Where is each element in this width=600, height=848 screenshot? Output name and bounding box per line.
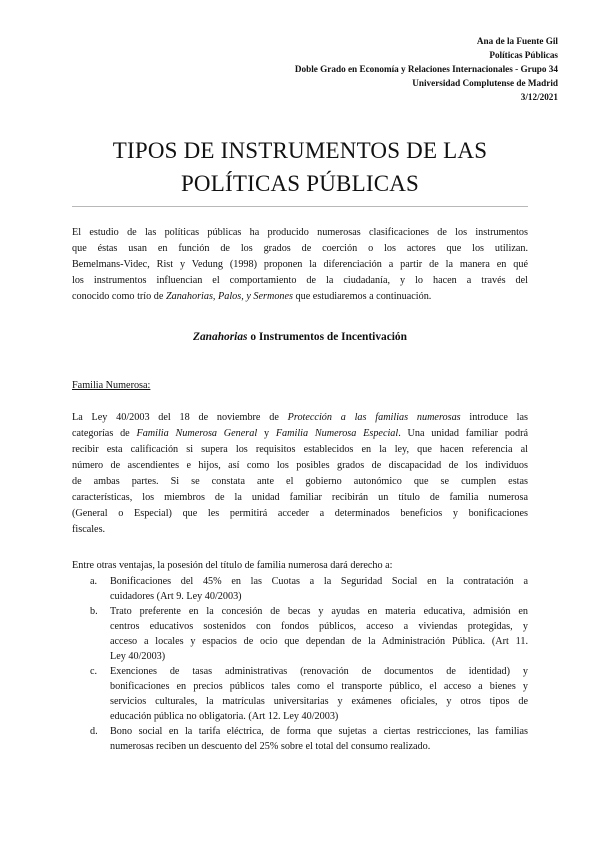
- document-date: 3/12/2021: [520, 92, 558, 102]
- list-intro: Entre otras ventajas, la posesión del título de familia numerosa dará derecho a:: [72, 560, 393, 571]
- text-line: educación pública no obligatoria. (Art 12. Ley 40/2003): [110, 711, 339, 722]
- text-run: . Una unidad familiar podrá: [398, 428, 529, 439]
- list-marker: a.: [90, 576, 98, 587]
- text-run-italic: Familia Numerosa Especial: [275, 428, 399, 439]
- heading-rest: o Instrumentos de Incentivación: [247, 331, 407, 343]
- text-line: características, los miembros de la unidad familiar recibirán un título de familia numerosa: [72, 492, 528, 503]
- text-run-italic: Protección a las familias numerosas: [287, 412, 461, 423]
- text-line: [72, 289, 528, 305]
- text-line: los instrumentos influencian el comportamiento de la ciudadanía, y lo hacen a través del: [72, 275, 528, 286]
- text-run-italic: Zanahorias, Palos, y Sermones: [165, 291, 293, 302]
- title-line-1: TIPOS DE INSTRUMENTOS DE LAS: [112, 138, 488, 163]
- text-line: cuidadores (Art 9. Ley 40/2003): [110, 591, 242, 602]
- section-heading: [0, 331, 600, 343]
- university-name: Universidad Complutense de Madrid: [412, 78, 558, 88]
- text-line: Ley 40/2003): [110, 651, 166, 662]
- text-line: que éstas usan en función de los grados de coerción o los actores que los utilizan.: [72, 243, 528, 254]
- text-run: introduce las: [460, 412, 529, 423]
- list-item: [72, 574, 528, 604]
- text-line: El estudio de las políticas públicas ha producido numerosas clasificaciones de los instrumentos: [72, 227, 528, 238]
- text-line: acceso a locales y espacios de ocio que dependan de la Administración Pública. (Art 11.: [110, 636, 528, 647]
- list-marker: b.: [90, 606, 98, 617]
- title-divider: [72, 206, 528, 207]
- text-line: bonificaciones en precios públicos tales como el transporte público, el acceso a bienes y: [110, 681, 528, 692]
- degree-program: Doble Grado en Economía y Relaciones Internacionales - Grupo 34: [294, 64, 558, 74]
- heading-italic: Zanahorias: [193, 331, 248, 343]
- text-line: Bemelmans-Videc, Rist y Vedung (1998) proponen la diferenciación a partir de la manera en qué: [72, 259, 528, 270]
- text-line: Bonificaciones del 45% en las Cuotas a la Seguridad Social en la contratación a: [110, 576, 528, 587]
- text-run: y: [257, 428, 276, 439]
- list-item: [72, 724, 528, 754]
- benefits-list: [72, 558, 528, 754]
- author-name: Ana de la Fuente Gil: [476, 36, 558, 46]
- text-line: Exenciones de tasas administrativas (renovación de documentos de identidad) y: [110, 666, 528, 677]
- text-line: centros educativos sostenidos con fondos públicos, acceso a viviendas protegidas, y: [110, 621, 528, 632]
- text-line: de ambas partes. Si se constata ante el gobierno autonómico que se cumplen estas: [72, 476, 528, 487]
- text-line: [72, 410, 528, 426]
- text-line: (General o Especial) que les permitirá acceder a determinados beneficios y bonificaciones: [72, 508, 528, 519]
- text-line: [72, 426, 528, 442]
- text-line: Bono social en la tarifa eléctrica, de forma que sujetas a ciertas restricciones, las familias: [110, 726, 528, 737]
- list-item: [72, 664, 528, 724]
- text-line: fiscales.: [72, 524, 106, 535]
- text-line: numerosas reciben un descuento del 25% sobre el total del consumo realizado.: [110, 741, 431, 752]
- text-run: La Ley 40/2003 del 18 de noviembre de: [72, 412, 288, 423]
- text-line: número de ascendientes e hijos, así como los posibles grados de discapacidad de los individuos: [72, 460, 528, 471]
- document-title: [0, 134, 600, 200]
- text-line: recibir esta calificación si supera los requisitos establecidos en la ley, que hacen referencia al: [72, 444, 528, 455]
- text-line: servicios culturales, la matrículas universitarias y exámenes oficiales, y otros tipos de: [110, 696, 528, 707]
- text-line: Trato preferente en la concesión de becas y ayudas en materia educativa, admisión en: [110, 606, 528, 617]
- list-item: [72, 604, 528, 664]
- list-marker: d.: [90, 726, 98, 737]
- subsection-label: Familia Numerosa:: [72, 380, 151, 391]
- title-line-2: POLÍTICAS PÚBLICAS: [180, 171, 420, 196]
- text-run: conocido como trío de: [72, 291, 166, 302]
- text-run-italic: Familia Numerosa General: [136, 428, 258, 439]
- text-run: que estudiaremos a continuación.: [293, 291, 432, 302]
- document-header: [295, 34, 558, 104]
- list-marker: c.: [90, 666, 98, 677]
- text-run: categorías de: [72, 428, 137, 439]
- course-subject: Políticas Públicas: [489, 50, 558, 60]
- law-paragraph: [72, 410, 528, 538]
- intro-paragraph: [72, 225, 528, 305]
